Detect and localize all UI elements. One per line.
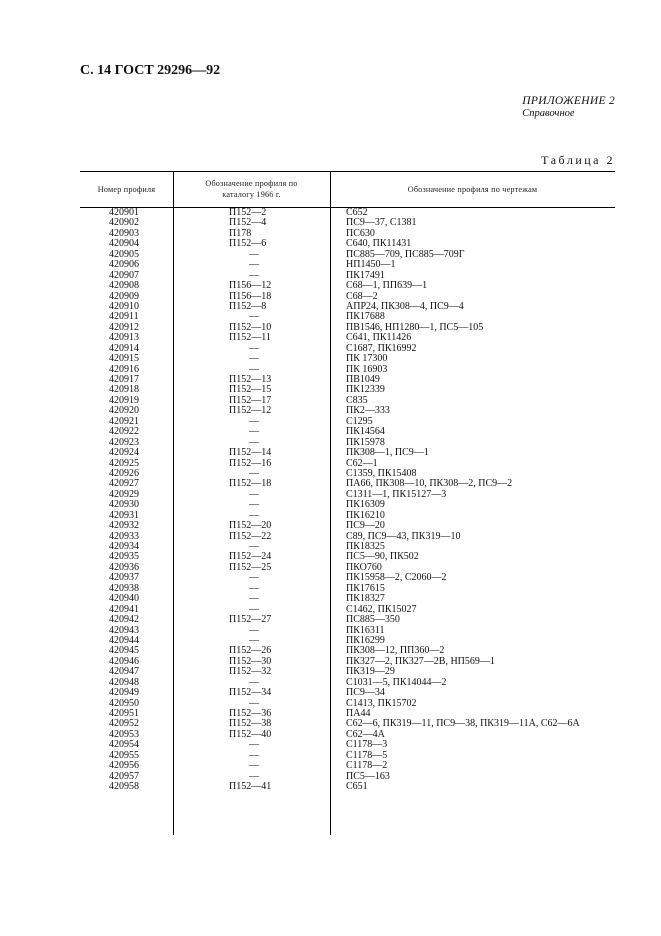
cell-profile-number: 420909 bbox=[109, 290, 139, 302]
cell-catalog-designation: П152—6 bbox=[229, 238, 267, 250]
cell-drawing-designation: АПР24, ПК308—4, ПС9—4 bbox=[346, 300, 464, 312]
cell-drawing-designation: ПС885—350 bbox=[346, 614, 400, 626]
cell-catalog-designation: П152—20 bbox=[229, 520, 272, 532]
cell-drawing-designation: С640, ПК11431 bbox=[346, 238, 412, 250]
cell-drawing-designation: ПК 16903 bbox=[346, 363, 388, 375]
cell-profile-number: 420948 bbox=[109, 676, 139, 688]
cell-profile-number: 420934 bbox=[109, 541, 139, 552]
column-header-label: Номер профиля bbox=[97, 184, 156, 194]
cell-catalog-designation: П152—15 bbox=[229, 384, 272, 396]
cell-drawing-designation: С1462, ПК15027 bbox=[346, 603, 417, 615]
cell-drawing-designation: С1359, ПК15408 bbox=[346, 467, 417, 479]
cell-profile-number: 420936 bbox=[109, 561, 139, 573]
cell-drawing-designation: С652 bbox=[346, 207, 368, 218]
cell-profile-number: 420901 bbox=[109, 207, 139, 218]
cell-catalog-designation: — bbox=[249, 739, 259, 751]
cell-drawing-designation: ПК18325 bbox=[346, 541, 385, 552]
cell-profile-number: 420910 bbox=[109, 300, 139, 312]
cell-drawing-designation: ПК15958—2, С2060—2 bbox=[346, 572, 447, 584]
table-row bbox=[80, 615, 615, 625]
cell-drawing-designation: ПК17688 bbox=[346, 311, 385, 323]
cell-catalog-designation: П156—18 bbox=[229, 290, 272, 302]
cell-profile-number: 420913 bbox=[109, 332, 139, 344]
cell-profile-number: 420950 bbox=[109, 697, 139, 709]
cell-drawing-designation: ПС9—34 bbox=[346, 687, 385, 699]
cell-profile-number: 420953 bbox=[109, 728, 139, 740]
cell-drawing-designation: ПА44 bbox=[346, 708, 371, 719]
cell-profile-number: 420937 bbox=[109, 572, 139, 584]
cell-catalog-designation: — bbox=[249, 770, 259, 782]
cell-drawing-designation: ПК18327 bbox=[346, 593, 385, 605]
table-row bbox=[80, 281, 615, 291]
cell-drawing-designation: ПК327—2, ПК327—2В, НП569—1 bbox=[346, 655, 495, 667]
cell-drawing-designation: ПС5—163 bbox=[346, 770, 390, 782]
cell-profile-number: 420955 bbox=[109, 749, 139, 761]
cell-drawing-designation: ПК17491 bbox=[346, 269, 385, 281]
cell-profile-number: 420930 bbox=[109, 499, 139, 511]
cell-drawing-designation: С835 bbox=[346, 394, 368, 406]
cell-drawing-designation: ПК308—12, ПП360—2 bbox=[346, 645, 445, 657]
table-row bbox=[80, 521, 615, 531]
cell-catalog-designation: — bbox=[249, 269, 259, 281]
cell-catalog-designation: П152—18 bbox=[229, 478, 272, 490]
cell-catalog-designation: — bbox=[249, 259, 259, 271]
cell-profile-number: 420952 bbox=[109, 718, 139, 730]
cell-profile-number: 420916 bbox=[109, 363, 139, 375]
cell-profile-number: 420956 bbox=[109, 760, 139, 772]
cell-catalog-designation: — bbox=[249, 603, 259, 615]
cell-drawing-designation: ПК15978 bbox=[346, 436, 385, 448]
cell-profile-number: 420957 bbox=[109, 770, 139, 782]
cell-catalog-designation: П152—14 bbox=[229, 447, 272, 459]
appendix-subtitle: Справочное bbox=[522, 108, 575, 119]
cell-catalog-designation: П152—40 bbox=[229, 728, 272, 740]
cell-drawing-designation: С641, ПК11426 bbox=[346, 332, 412, 344]
cell-drawing-designation: ПВ1546, НП1280—1, ПС5—105 bbox=[346, 321, 484, 333]
cell-drawing-designation: ПК17615 bbox=[346, 582, 385, 594]
cell-profile-number: 420946 bbox=[109, 655, 139, 667]
cell-catalog-designation: — bbox=[249, 248, 259, 260]
cell-drawing-designation: С62—6, ПК319—11, ПС9—38, ПК319—11А, С62—6А bbox=[346, 718, 580, 730]
cell-catalog-designation: — bbox=[249, 572, 259, 584]
cell-drawing-designation: ПК 17300 bbox=[346, 353, 388, 365]
table-row bbox=[80, 782, 615, 792]
cell-profile-number: 420912 bbox=[109, 321, 139, 333]
cell-profile-number: 420954 bbox=[109, 739, 139, 751]
cell-profile-number: 420943 bbox=[109, 624, 139, 636]
cell-profile-number: 420949 bbox=[109, 687, 139, 699]
cell-profile-number: 420951 bbox=[109, 708, 139, 719]
cell-profile-number: 420907 bbox=[109, 269, 139, 281]
cell-drawing-designation: С1687, ПК16992 bbox=[346, 342, 417, 354]
cell-profile-number: 420958 bbox=[109, 781, 139, 793]
cell-profile-number: 420942 bbox=[109, 614, 139, 626]
cell-profile-number: 420922 bbox=[109, 426, 139, 438]
cell-profile-number: 420938 bbox=[109, 582, 139, 594]
cell-catalog-designation: П156—12 bbox=[229, 280, 272, 292]
cell-profile-number: 420921 bbox=[109, 415, 139, 427]
cell-profile-number: 420933 bbox=[109, 530, 139, 542]
cell-drawing-designation: С62—1 bbox=[346, 457, 378, 469]
page-title: С. 14 ГОСТ 29296—92 bbox=[80, 63, 221, 78]
cell-catalog-designation: — bbox=[249, 353, 259, 365]
cell-profile-number: 420947 bbox=[109, 666, 139, 678]
column-header-drawings bbox=[330, 171, 615, 207]
cell-drawing-designation: ПК308—1, ПС9—1 bbox=[346, 447, 429, 459]
table-body bbox=[80, 208, 615, 793]
cell-catalog-designation: П152—30 bbox=[229, 655, 272, 667]
cell-catalog-designation: — bbox=[249, 342, 259, 354]
cell-catalog-designation: — bbox=[249, 634, 259, 646]
cell-drawing-designation: ПКО760 bbox=[346, 561, 382, 573]
cell-profile-number: 420923 bbox=[109, 436, 139, 448]
cell-drawing-designation: ПК319—29 bbox=[346, 666, 395, 678]
cell-profile-number: 420908 bbox=[109, 280, 139, 292]
cell-profile-number: 420918 bbox=[109, 384, 139, 396]
table-label: Таблица 2 bbox=[541, 153, 615, 167]
cell-catalog-designation: — bbox=[249, 363, 259, 375]
appendix-title: ПРИЛОЖЕНИЕ 2 bbox=[522, 95, 615, 107]
cell-catalog-designation: П152—8 bbox=[229, 300, 267, 312]
cell-catalog-designation: — bbox=[249, 760, 259, 772]
cell-catalog-designation: — bbox=[249, 697, 259, 709]
cell-profile-number: 420903 bbox=[109, 227, 139, 239]
cell-catalog-designation: П152—38 bbox=[229, 718, 272, 730]
table-row bbox=[80, 688, 615, 698]
cell-catalog-designation: — bbox=[249, 509, 259, 521]
appendix-heading bbox=[522, 95, 615, 119]
cell-catalog-designation: — bbox=[249, 676, 259, 688]
cell-profile-number: 420919 bbox=[109, 394, 139, 406]
cell-drawing-designation: ПС5—90, ПК502 bbox=[346, 551, 419, 563]
cell-profile-number: 420945 bbox=[109, 645, 139, 657]
cell-catalog-designation: П152—27 bbox=[229, 614, 272, 626]
cell-catalog-designation: П152—36 bbox=[229, 708, 272, 719]
cell-drawing-designation: С1178—2 bbox=[346, 760, 388, 772]
cell-drawing-designation: ПС885—709, ПС885—709Г bbox=[346, 248, 465, 260]
cell-profile-number: 420926 bbox=[109, 467, 139, 479]
cell-drawing-designation: ПК16299 bbox=[346, 634, 385, 646]
cell-drawing-designation: ПК16309 bbox=[346, 499, 385, 511]
cell-drawing-designation: ПС9—37, С1381 bbox=[346, 217, 417, 229]
cell-profile-number: 420925 bbox=[109, 457, 139, 469]
cell-profile-number: 420929 bbox=[109, 488, 139, 500]
cell-drawing-designation: ПК12339 bbox=[346, 384, 385, 396]
cell-drawing-designation: ПК2—333 bbox=[346, 405, 390, 417]
cell-catalog-designation: П152—2 bbox=[229, 207, 267, 218]
cell-profile-number: 420941 bbox=[109, 603, 139, 615]
cell-catalog-designation: П152—22 bbox=[229, 530, 272, 542]
cell-profile-number: 420935 bbox=[109, 551, 139, 563]
cell-drawing-designation: С1178—3 bbox=[346, 739, 388, 751]
cell-catalog-designation: — bbox=[249, 467, 259, 479]
cell-catalog-designation: — bbox=[249, 426, 259, 438]
cell-catalog-designation: П152—41 bbox=[229, 781, 272, 793]
cell-drawing-designation: ПК16311 bbox=[346, 624, 385, 636]
cell-profile-number: 420920 bbox=[109, 405, 139, 417]
cell-profile-number: 420932 bbox=[109, 520, 139, 532]
cell-drawing-designation: ПВ1049 bbox=[346, 374, 380, 385]
column-header-label: Обозначение профиля по чертежам bbox=[407, 184, 538, 194]
cell-profile-number: 420902 bbox=[109, 217, 139, 229]
cell-catalog-designation: П152—25 bbox=[229, 561, 272, 573]
cell-profile-number: 420904 bbox=[109, 238, 139, 250]
cell-catalog-designation: — bbox=[249, 593, 259, 605]
cell-profile-number: 420906 bbox=[109, 259, 139, 271]
cell-catalog-designation: П152—34 bbox=[229, 687, 272, 699]
cell-drawing-designation: НП1450—1 bbox=[346, 259, 396, 271]
cell-drawing-designation: С1413, ПК15702 bbox=[346, 697, 417, 709]
cell-profile-number: 420915 bbox=[109, 353, 139, 365]
cell-profile-number: 420927 bbox=[109, 478, 139, 490]
cell-profile-number: 420924 bbox=[109, 447, 139, 459]
cell-catalog-designation: П152—11 bbox=[229, 332, 271, 344]
cell-catalog-designation: — bbox=[249, 488, 259, 500]
cell-profile-number: 420917 bbox=[109, 374, 139, 385]
cell-drawing-designation: С1295 bbox=[346, 415, 373, 427]
column-header-label: Обозначение профиля по каталогу 1966 г. bbox=[205, 179, 298, 199]
cell-catalog-designation: — bbox=[249, 541, 259, 552]
cell-catalog-designation: П152—17 bbox=[229, 394, 272, 406]
cell-drawing-designation: С651 bbox=[346, 781, 368, 793]
cell-drawing-designation: С89, ПС9—43, ПК319—10 bbox=[346, 530, 461, 542]
cell-catalog-designation: П152—10 bbox=[229, 321, 272, 333]
cell-catalog-designation: — bbox=[249, 749, 259, 761]
cell-catalog-designation: П152—32 bbox=[229, 666, 272, 678]
cell-catalog-designation: — bbox=[249, 436, 259, 448]
cell-profile-number: 420931 bbox=[109, 509, 139, 521]
cell-catalog-designation: — bbox=[249, 499, 259, 511]
cell-drawing-designation: С1031—5, ПК14044—2 bbox=[346, 676, 447, 688]
cell-catalog-designation: П178 bbox=[229, 227, 252, 239]
cell-drawing-designation: С1178—5 bbox=[346, 749, 388, 761]
cell-profile-number: 420944 bbox=[109, 634, 139, 646]
cell-catalog-designation: П152—26 bbox=[229, 645, 272, 657]
cell-profile-number: 420914 bbox=[109, 342, 139, 354]
cell-profile-number: 420911 bbox=[109, 311, 139, 323]
cell-catalog-designation: П152—13 bbox=[229, 374, 272, 385]
cell-drawing-designation: С68—1, ПП639—1 bbox=[346, 280, 428, 292]
column-header-catalog-1966 bbox=[173, 171, 330, 207]
cell-catalog-designation: П152—12 bbox=[229, 405, 272, 417]
cell-drawing-designation: ПС630 bbox=[346, 227, 375, 239]
cell-drawing-designation: ПА66, ПК308—10, ПК308—2, ПС9—2 bbox=[346, 478, 513, 490]
cell-drawing-designation: ПС9—20 bbox=[346, 520, 385, 532]
cell-catalog-designation: — bbox=[249, 415, 259, 427]
cell-drawing-designation: С68—2 bbox=[346, 290, 378, 302]
cell-catalog-designation: — bbox=[249, 624, 259, 636]
cell-catalog-designation: — bbox=[249, 311, 259, 323]
column-header-profile-number bbox=[80, 171, 173, 207]
cell-profile-number: 420905 bbox=[109, 248, 139, 260]
table-row bbox=[80, 448, 615, 458]
cell-catalog-designation: П152—16 bbox=[229, 457, 272, 469]
cell-catalog-designation: П152—24 bbox=[229, 551, 272, 563]
cell-catalog-designation: П152—4 bbox=[229, 217, 267, 229]
cell-profile-number: 420940 bbox=[109, 593, 139, 605]
cell-catalog-designation: — bbox=[249, 582, 259, 594]
cell-drawing-designation: С62—4А bbox=[346, 728, 385, 740]
cell-drawing-designation: С1311—1, ПК15127—3 bbox=[346, 488, 447, 500]
table-row bbox=[80, 354, 615, 364]
cell-drawing-designation: ПК14564 bbox=[346, 426, 385, 438]
cell-drawing-designation: ПК16210 bbox=[346, 509, 385, 521]
